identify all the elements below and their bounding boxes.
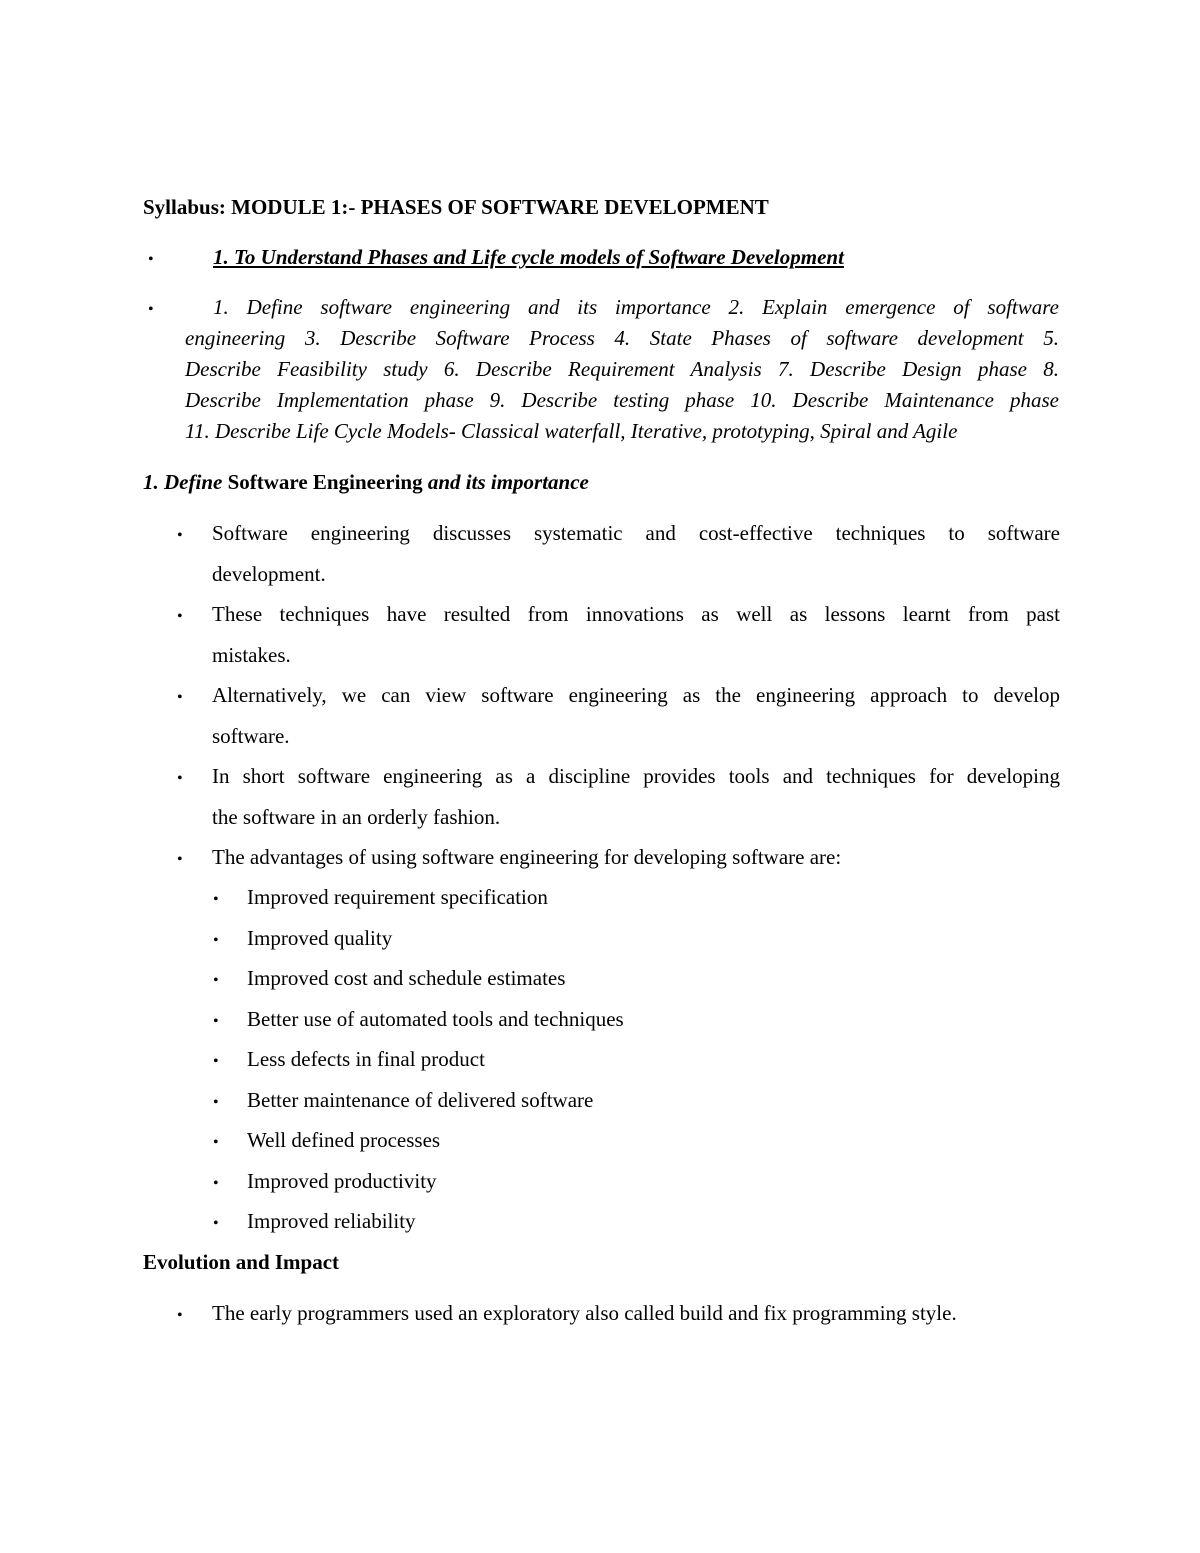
list-item-continuation: mistakes.	[212, 643, 291, 667]
list-item: Alternatively, we can view software engineering as the engineering approach to develop	[212, 683, 1060, 707]
outcomes-line: Describe Feasibility study 6. Describe Requirement Analysis 7. Describe Design phase 8.	[185, 357, 1059, 381]
list-item-continuation: development.	[212, 562, 326, 586]
section-heading: Evolution and Impact	[143, 1250, 340, 1274]
bullet: •	[177, 770, 183, 787]
outcomes-line: 1. Define software engineering and its importance 2. Explain emergence of software	[213, 295, 1059, 319]
section-heading-part: and its importance	[427, 470, 589, 494]
advantage-item: Better use of automated tools and techniques	[247, 1007, 624, 1031]
outcomes-line: engineering 3. Describe Software Process 4. State Phases of software development 5.	[185, 326, 1059, 350]
list-item: In short software engineering as a discipline provides tools and techniques for developing	[212, 764, 1060, 788]
section-heading-part: 1. Define	[143, 470, 223, 494]
syllabus-heading: Syllabus: MODULE 1:- PHASES OF SOFTWARE DEVELOPMENT	[143, 195, 769, 219]
bullet: •	[213, 1215, 219, 1232]
advantage-item: Well defined processes	[247, 1128, 441, 1152]
bullet: •	[177, 527, 183, 544]
bullet: •	[213, 1013, 219, 1030]
bullet: •	[177, 851, 183, 868]
section-heading	[143, 472, 589, 493]
list-item: Software engineering discusses systematic and cost-effective techniques to software	[212, 521, 1060, 545]
bullet: •	[213, 891, 219, 908]
bullet: •	[213, 1094, 219, 1111]
bullet: •	[213, 1175, 219, 1192]
bullet: •	[177, 1307, 183, 1324]
bullet: •	[213, 972, 219, 989]
bullet: •	[148, 251, 154, 268]
outcomes-line: 11. Describe Life Cycle Models- Classical waterfall, Iterative, prototyping, Spiral and Agile	[185, 419, 958, 443]
list-item-continuation: software.	[212, 724, 290, 748]
bullet: •	[148, 301, 154, 318]
advantage-item: Improved productivity	[247, 1169, 437, 1193]
advantage-item: Improved requirement specification	[247, 885, 548, 909]
advantage-item: Improved reliability	[247, 1209, 416, 1233]
bullet: •	[213, 1134, 219, 1151]
advantage-item: Less defects in final product	[247, 1047, 485, 1071]
advantage-item: Improved cost and schedule estimates	[247, 966, 566, 990]
objective-text: 1. To Understand Phases and Life cycle models of Software Development	[213, 245, 844, 269]
outcomes-line: Describe Implementation phase 9. Describe testing phase 10. Describe Maintenance phase	[185, 388, 1059, 412]
list-item: The early programmers used an exploratory also called build and fix programming style.	[212, 1301, 957, 1325]
bullet: •	[213, 932, 219, 949]
section-heading-part: Software Engineering	[227, 470, 423, 494]
bullet: •	[177, 689, 183, 706]
list-item-continuation: the software in an orderly fashion.	[212, 805, 501, 829]
advantage-item: Improved quality	[247, 926, 393, 950]
bullet: •	[177, 608, 183, 625]
advantage-item: Better maintenance of delivered software	[247, 1088, 594, 1112]
list-item: These techniques have resulted from innovations as well as lessons learnt from past	[212, 602, 1060, 626]
advantages-intro: The advantages of using software engineering for developing software are:	[212, 845, 842, 869]
bullet: •	[213, 1053, 219, 1070]
